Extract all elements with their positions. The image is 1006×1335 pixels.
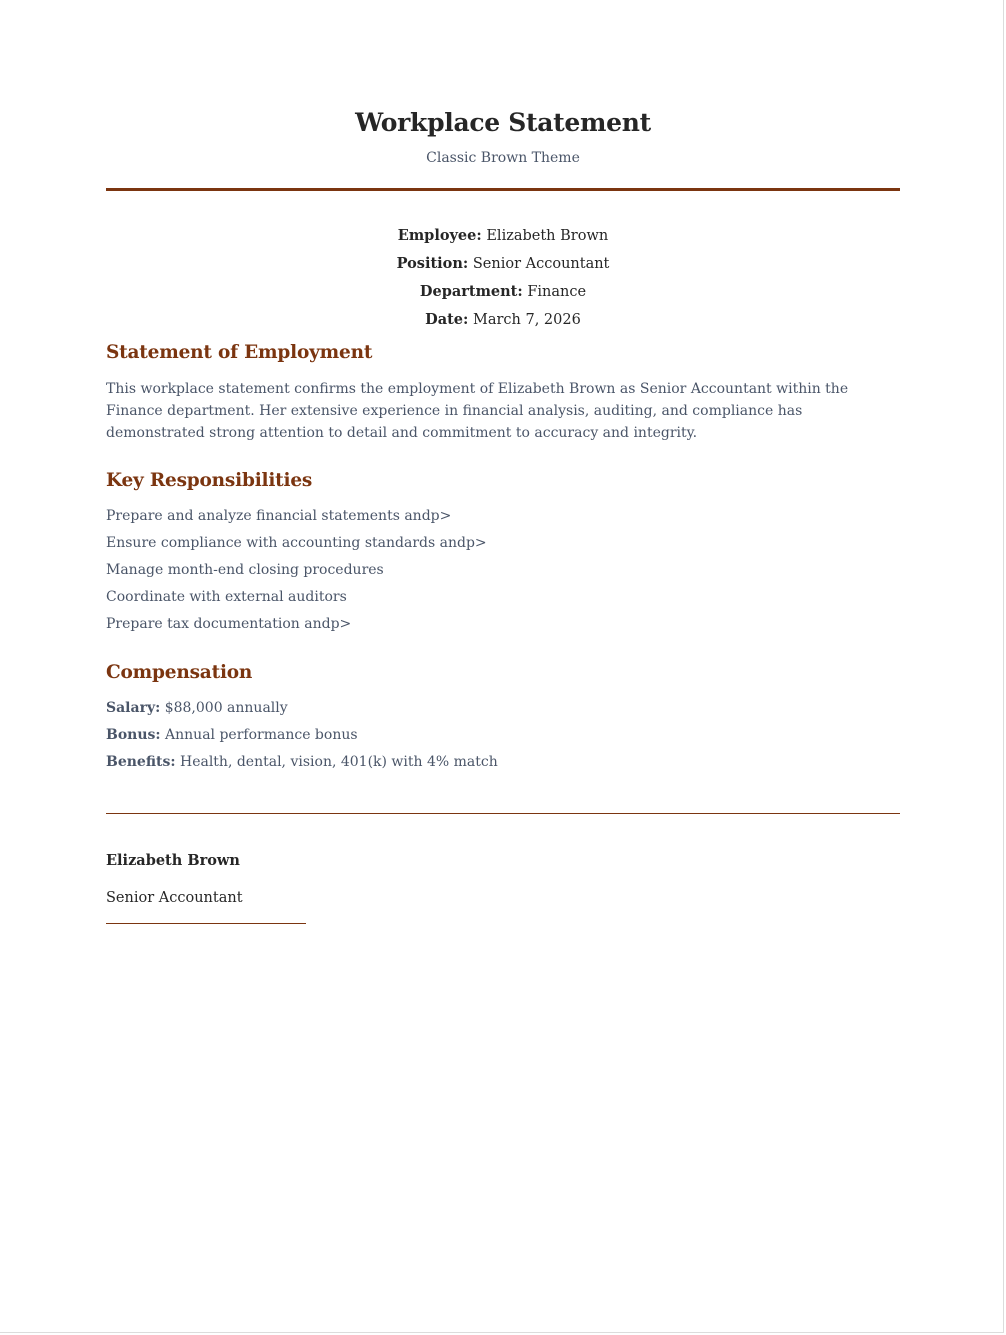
info-value: Finance — [527, 284, 587, 300]
header-divider — [106, 188, 900, 191]
compensation-bonus — [106, 722, 900, 749]
signature-name: Elizabeth Brown — [106, 852, 240, 869]
compensation-list — [106, 695, 900, 776]
signature-title: Senior Accountant — [106, 890, 243, 906]
compensation-value: Health, dental, vision, 401(k) with 4% match — [179, 754, 498, 770]
info-label: Department: — [419, 283, 523, 300]
info-employee — [106, 222, 900, 250]
statement-body: This workplace statement confirms the employment of Elizabeth Brown as Senior Accountant within the Finance department. Her extensive experience in financial analysis, auditing, and compliance has demonstrated strong attention to detail and commitment to accuracy and integrity. — [106, 381, 849, 441]
employee-info — [106, 222, 900, 334]
compensation-salary — [106, 695, 900, 722]
responsibilities-list — [106, 503, 900, 638]
list-item: Manage month-end closing procedures — [106, 562, 384, 578]
compensation-label: Benefits: — [106, 754, 176, 770]
page-subtitle: Classic Brown Theme — [426, 150, 580, 166]
list-item: Ensure compliance with accounting standards andp> — [106, 535, 487, 551]
info-label: Date: — [425, 311, 469, 328]
compensation-value: $88,000 annually — [164, 700, 288, 716]
info-label: Employee: — [397, 227, 482, 244]
section-heading-statement: Statement of Employment — [106, 342, 373, 363]
info-position — [106, 250, 900, 278]
compensation-value: Annual performance bonus — [165, 727, 358, 743]
section-heading-responsibilities: Key Responsibilities — [106, 470, 313, 491]
list-item: Prepare tax documentation andp> — [106, 616, 352, 632]
compensation-label: Bonus: — [106, 727, 161, 743]
section-heading-compensation: Compensation — [106, 662, 253, 683]
list-item: Prepare and analyze financial statements andp> — [106, 508, 452, 524]
info-department — [106, 278, 900, 306]
info-label: Position: — [396, 255, 469, 272]
info-value: Senior Accountant — [472, 256, 610, 272]
info-date — [106, 306, 900, 334]
page-title: Workplace Statement — [355, 108, 651, 137]
list-item: Coordinate with external auditors — [106, 589, 347, 605]
info-value: Elizabeth Brown — [486, 228, 609, 244]
signature-divider — [106, 813, 900, 814]
info-value: March 7, 2026 — [473, 312, 581, 328]
compensation-benefits — [106, 749, 900, 776]
compensation-label: Salary: — [106, 700, 161, 716]
signature-line — [106, 923, 306, 924]
